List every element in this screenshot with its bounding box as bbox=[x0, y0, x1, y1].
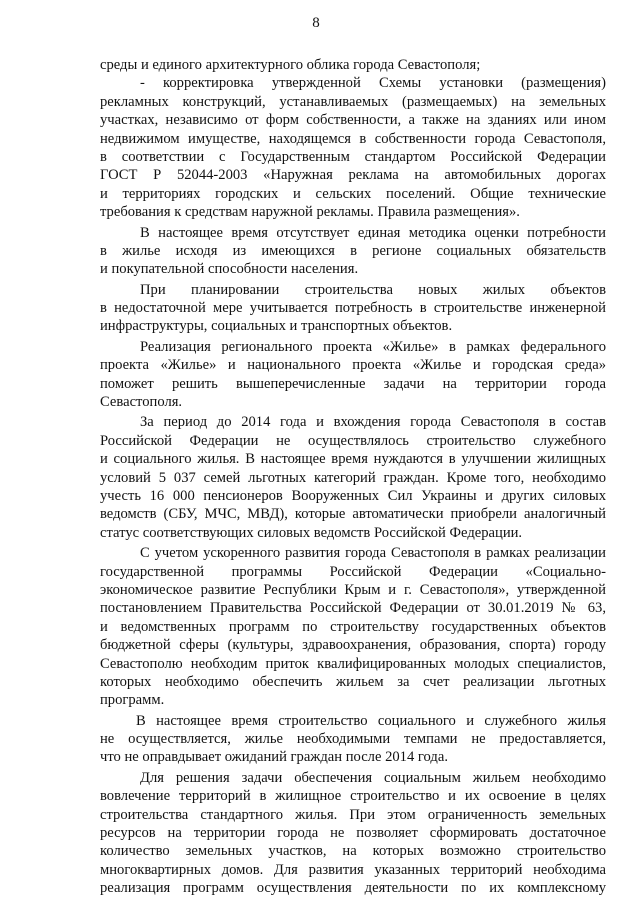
text-line: рекламных конструкций, устанавливаемых (размещаемых) на земельных bbox=[100, 93, 606, 110]
text-line: и ведомственных программ по строительству государственных объектов bbox=[100, 618, 606, 635]
text-line: условий 5 037 семей льготных категорий граждан. Кроме того, необходимо bbox=[100, 469, 606, 486]
text-line: Для решения задачи обеспечения социальным жильем необходимо bbox=[140, 769, 606, 786]
paragraph bbox=[100, 56, 606, 74]
text-line: многоквартирных домов. Для развития указанных территорий необходима bbox=[100, 861, 606, 878]
text-line: экономическое развитие Республики Крым и г. Севастополя», утвержденной bbox=[100, 581, 606, 598]
text-line: Севастополю необходим приток квалифицированных молодых специалистов, bbox=[100, 655, 606, 672]
text-line: ГОСТ Р 52044-2003 «Наружная реклама на автомобильных дорогах bbox=[100, 167, 606, 184]
text-line: - корректировка утвержденной Схемы установки (размещения) bbox=[140, 75, 606, 92]
paragraph bbox=[100, 224, 606, 279]
text-line: С учетом ускоренного развития города Севастополя в рамках реализации bbox=[140, 545, 606, 562]
text-line: программ. bbox=[100, 692, 165, 709]
paragraph bbox=[100, 544, 606, 710]
text-line: постановлением Правительства Российской Федерации от 30.01.2019 № 63, bbox=[100, 600, 606, 617]
text-line: статус соответствующих силовых ведомств Российской Федерации. bbox=[100, 524, 523, 541]
paragraph bbox=[100, 712, 606, 767]
text-line: поможет решить вышеперечисленные задачи на территории города bbox=[100, 375, 606, 392]
text-line: что не оправдывает ожиданий граждан после 2014 года. bbox=[100, 749, 448, 766]
text-line: строительства стандартного жилья. При этом ограниченность земельных bbox=[100, 806, 606, 823]
text-line: инфраструктуры, социальных и транспортных объектов. bbox=[100, 318, 453, 335]
text-line: среды и единого архитектурного облика города Севастополя; bbox=[100, 57, 481, 73]
text-line: в соответствии с Государственным стандартом Российской Федерации bbox=[100, 148, 606, 165]
text-line: в жилье исходя из имеющихся в регионе социальных обязательств bbox=[100, 242, 606, 259]
paragraph bbox=[100, 413, 606, 542]
text-line: Российской Федерации не осуществлялось строительство служебного bbox=[100, 432, 606, 449]
text-line: не осуществляется, жилье необходимыми темпами не предоставляется, bbox=[100, 731, 606, 748]
paragraph bbox=[100, 769, 606, 898]
text-line: участках, независимо от форм собственности, а также на зданиях или ином bbox=[100, 112, 606, 129]
text-line: бюджетной сферы (культуры, здравоохранения, образования, спорта) городу bbox=[100, 637, 606, 654]
text-line: и территориях городских и сельских поселений. Общие технические bbox=[100, 185, 606, 202]
text-line: и покупательной способности населения. bbox=[100, 261, 359, 278]
page-number: 8 bbox=[312, 15, 320, 31]
paragraph bbox=[100, 338, 606, 412]
text-line: В настоящее время отсутствует единая методика оценки потребности bbox=[140, 224, 606, 241]
text-line: государственной программы Российской Федерации «Социально- bbox=[100, 563, 606, 580]
text-line: требования к средствам наружной рекламы. Правила размещения». bbox=[100, 204, 520, 221]
paragraph bbox=[100, 281, 606, 336]
text-line: ведомств (СБУ, МЧС, МВД), которые автоматически приобрели аналогичный bbox=[100, 506, 606, 523]
text-line: в недостаточной мере учитывается потребность в строительстве инженерной bbox=[100, 300, 606, 317]
text-line: За период до 2014 года и вхождения города Севастополя в состав bbox=[140, 414, 606, 431]
text-line: Реализация регионального проекта «Жилье» в рамках федерального bbox=[140, 338, 606, 355]
text-line: количество земельных участков, на которых возможно строительство bbox=[100, 843, 606, 860]
text-line: При планировании строительства новых жилых объектов bbox=[140, 281, 606, 298]
text-line: В настоящее время строительство социального и служебного жилья bbox=[136, 712, 606, 729]
text-line: недвижимом имуществе, находящемся в собственности города Севастополя, bbox=[100, 130, 606, 147]
text-line: учесть 16 000 пенсионеров Вооруженных Сил Украины и других силовых bbox=[100, 487, 606, 504]
text-line: и социального жилья. В настоящее время нуждаются в улучшении жилищных bbox=[100, 451, 606, 468]
paragraph bbox=[100, 74, 606, 221]
text-line: вовлечение территорий в жилищное строительство и их освоение в целях bbox=[100, 788, 606, 805]
text-line: ресурсов на территории города не позволяет сформировать достаточное bbox=[100, 825, 606, 842]
text-line: проекта «Жилье» и национального проекта «Жилье и городская среда» bbox=[100, 357, 606, 374]
text-line: реализация программ осуществления деятельности по их комплексному bbox=[100, 880, 606, 897]
body-text bbox=[100, 56, 606, 898]
text-line: которых необходимо обеспечить жильем за счет реализации льготных bbox=[100, 673, 606, 690]
text-line: Севастополя. bbox=[100, 394, 183, 411]
